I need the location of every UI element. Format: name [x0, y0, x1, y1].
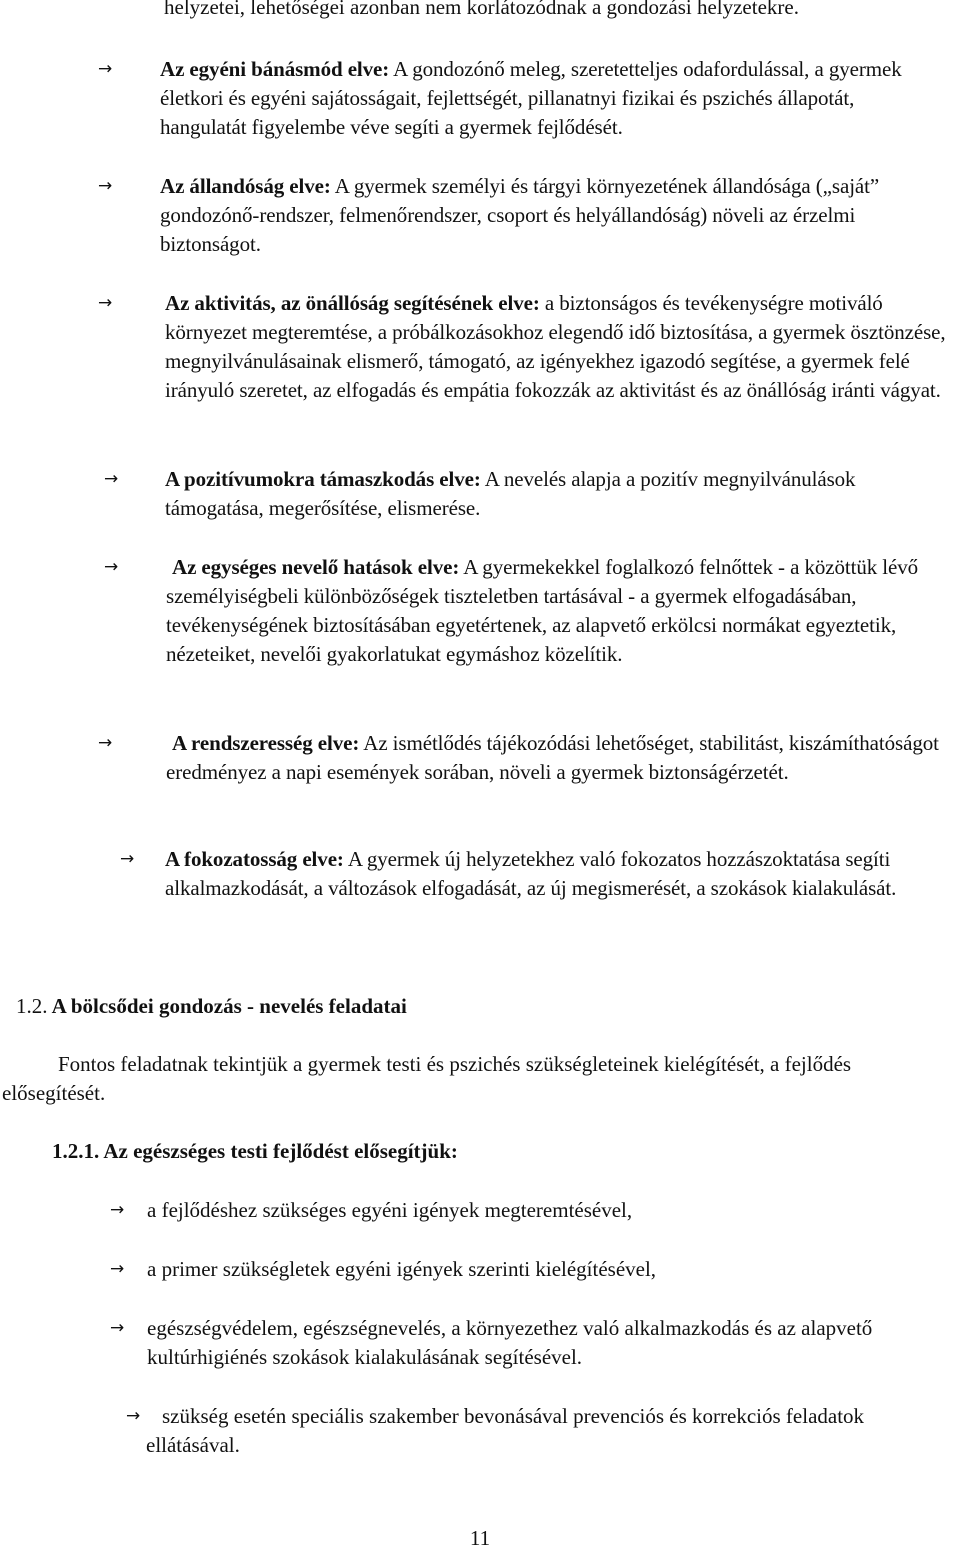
principle-body: A gyermekekkel foglalkozó felnőttek - a közöttük lévő személyiségbeli különbözőségek tiszteletben tartásával - a gyermek elfogadásában, tevékenységének biztosításában egyetértenek, az alapvető erkölcsi normákat egyeztetik, nézeteiket, nevelői gyakorlatukat egymáshoz közelítik. — [166, 555, 919, 666]
principle-text — [160, 172, 940, 259]
task-item — [0, 1314, 960, 1374]
task-item — [0, 1196, 960, 1226]
task-item — [0, 1255, 960, 1285]
intro-text: Fontos feladatnak tekintjük a gyermek testi és pszichés szükségleteinek kielégítését, a fejlődés elősegítését. — [2, 1052, 852, 1105]
principle-text — [160, 55, 945, 142]
arrow-right-icon: → — [110, 1318, 125, 1338]
principle-item — [0, 465, 960, 525]
task-text: egészségvédelem, egészségnevelés, a környezethez való alkalmazkodás és az alapvető kultúrhigiénés szokások kialakulásának segítésével. — [147, 1316, 873, 1369]
intro-paragraph — [2, 1050, 932, 1108]
principle-item — [0, 729, 960, 819]
principle-title: Az aktivitás, az önállóság segítésének elve: — [165, 291, 540, 315]
page-number: 11 — [469, 1526, 491, 1550]
section-number: 1.2. — [16, 994, 48, 1018]
principle-item — [0, 289, 960, 439]
principle-item — [0, 55, 960, 145]
principle-text — [166, 729, 946, 787]
principle-body: A nevelés alapja a pozitív megnyilvánulások támogatása, megerősítése, elismerése. — [165, 467, 856, 520]
principle-body: A gyermek új helyzetekhez való fokozatos hozzászoktatása segíti alkalmazkodását, a változások elfogadását, az új megismerését, a szokások kialakulását. — [165, 847, 897, 900]
top-text-line — [164, 0, 944, 22]
task-text: szükség esetén speciális szakember bevonásával prevenciós és korrekciós feladatok ellátásával. — [146, 1404, 865, 1457]
principle-title: Az állandóság elve: — [160, 174, 331, 198]
principle-text — [165, 289, 950, 405]
arrow-right-icon: → — [126, 1406, 141, 1426]
principle-text — [165, 845, 900, 903]
top-text: helyzetei, lehetőségei azonban nem korlátozódnak a gondozási helyzetekre. — [164, 0, 799, 19]
principle-title: Az egységes nevelő hatások elve: — [172, 555, 460, 579]
principle-body: A gyermek személyi és tárgyi környezetének állandósága („saját” gondozónő-rendszer, felmenőrendszer, csoport és helyállandóság) növeli az érzelmi biztonságot. — [160, 174, 880, 256]
principle-body: A gondozónő meleg, szeretetteljes odafordulással, a gyermek életkori és egyéni sajátosságait, fejlettségét, pillanatnyi fizikai és pszichés állapotát, hangulatát figyelembe véve segíti a gyermek fejlődését. — [160, 57, 902, 139]
principle-title: A rendszeresség elve: — [172, 731, 360, 755]
principle-title: A fokozatosság elve: — [165, 847, 344, 871]
principle-text — [166, 553, 946, 669]
section-heading — [16, 992, 407, 1021]
arrow-right-icon: → — [120, 849, 135, 869]
principle-title: A pozitívumokra támaszkodás elve: — [165, 467, 481, 491]
subsection-number: 1.2.1. — [52, 1139, 100, 1163]
section-title: A bölcsődei gondozás - nevelés feladatai — [51, 994, 407, 1018]
task-text: a fejlődéshez szükséges egyéni igények megteremtésével, — [147, 1198, 633, 1222]
principle-item — [0, 172, 960, 262]
arrow-right-icon: → — [104, 557, 119, 577]
subsection-heading — [52, 1137, 458, 1166]
arrow-right-icon: → — [98, 59, 113, 79]
principle-body: a biztonságos és tevékenységre motiváló környezet megteremtése, a próbálkozásokhoz elegendő idő biztosítása, a gyermek ösztönzése, megnyilvánulásainak elismerő, támogató, az igényekhez igazodó segítése, a gyermek felé irányuló szeretet, az elfogadás és empátia fokozzák az aktivitást és az önállóság iránti vágyat. — [165, 291, 946, 402]
task-item — [0, 1402, 960, 1462]
principle-item — [0, 845, 960, 935]
arrow-right-icon: → — [98, 733, 113, 753]
arrow-right-icon: → — [98, 176, 113, 196]
arrow-right-icon: → — [104, 469, 119, 489]
principle-title: Az egyéni bánásmód elve: — [160, 57, 390, 81]
subsection-title: Az egészséges testi fejlődést elősegítjük: — [103, 1139, 458, 1163]
task-text: a primer szükségletek egyéni igények szerinti kielégítésével, — [147, 1257, 657, 1281]
principle-item — [0, 553, 960, 703]
arrow-right-icon: → — [98, 293, 113, 313]
arrow-right-icon: → — [110, 1200, 125, 1220]
principle-text — [165, 465, 865, 523]
arrow-right-icon: → — [110, 1259, 125, 1279]
principle-body: Az ismétlődés tájékozódási lehetőséget, stabilitást, kiszámíthatóságot eredményez a napi események sorában, növeli a gyermek biztonságérzetét. — [166, 731, 939, 784]
